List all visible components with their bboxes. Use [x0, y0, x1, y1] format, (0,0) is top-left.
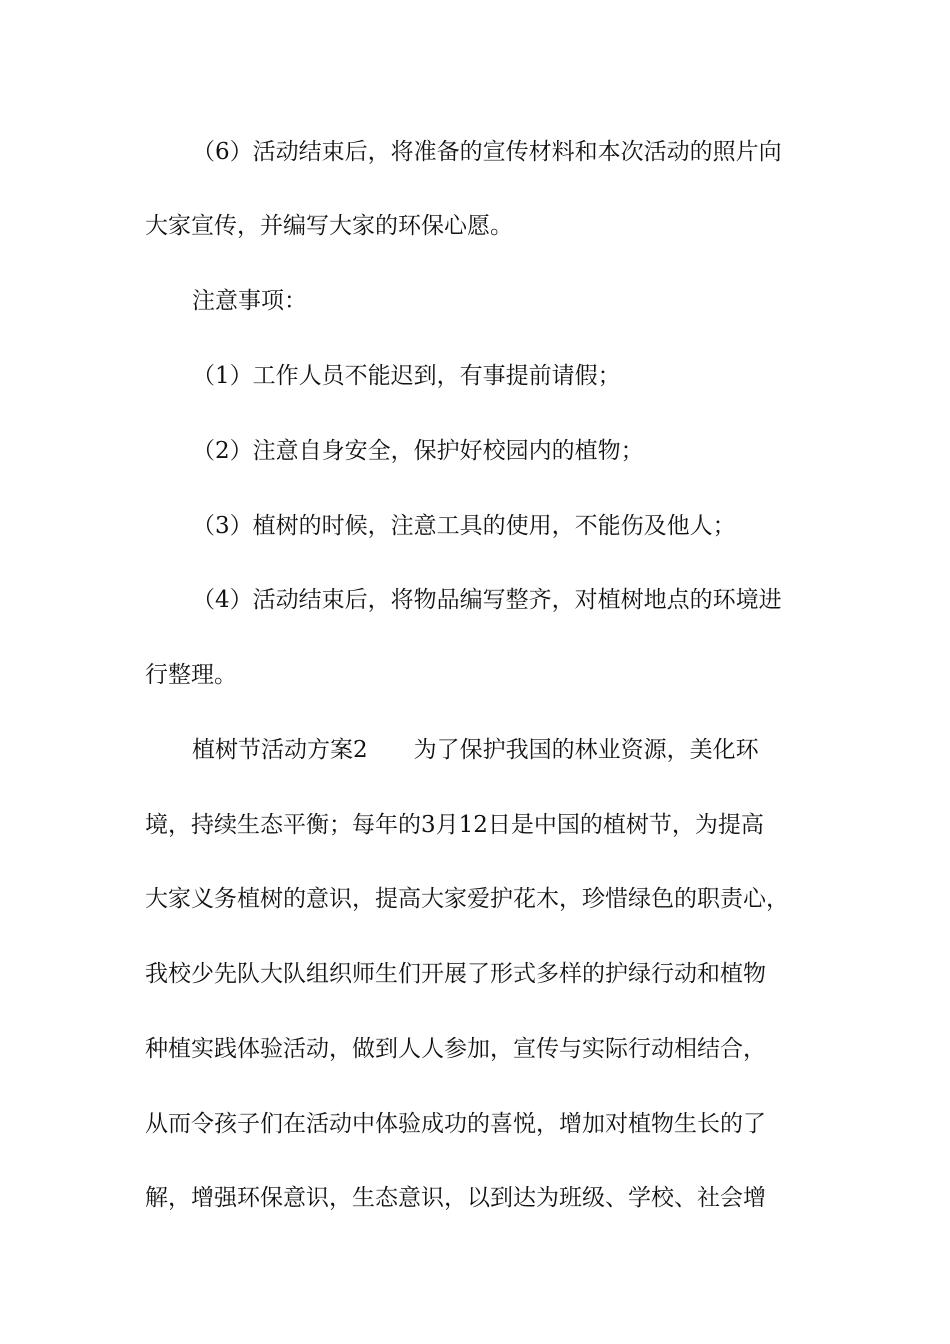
- text-line: 境，持续生态平衡；每年的3月12日是中国的植树节，为提高: [145, 812, 764, 838]
- text-line: 植树节活动方案2 为了保护我国的林业资源，美化环: [192, 737, 759, 763]
- text-line: 大家义务植树的意识，提高大家爱护花木，珍惜绿色的职责心，: [145, 886, 789, 912]
- text-line: （3）植树的时候，注意工具的使用，不能伤及他人；: [192, 513, 736, 539]
- text-line: （1）工作人员不能迟到，有事提前请假；: [192, 363, 621, 389]
- text-line: 行整理。: [145, 662, 237, 688]
- text-line: 我校少先队大队组织师生们开展了形式多样的护绿行动和植物: [145, 961, 766, 987]
- text-line: 种植实践体验活动，做到人人参加，宣传与实际行动相结合，: [145, 1036, 766, 1062]
- text-line: （2）注意自身安全，保护好校园内的植物；: [192, 438, 644, 464]
- text-line: 从而令孩子们在活动中体验成功的喜悦，增加对植物生长的了: [145, 1111, 766, 1137]
- text-line: （6）活动结束后，将准备的宣传材料和本次活动的照片向: [192, 139, 782, 165]
- section-heading: 注意事项：: [192, 288, 307, 314]
- text-line: 解，增强环保意识，生态意识，以到达为班级、学校、社会增: [145, 1185, 766, 1211]
- text-line: 大家宣传，并编写大家的环保心愿。: [145, 213, 513, 239]
- text-line: （4）活动结束后，将物品编写整齐，对植树地点的环境进: [192, 587, 782, 613]
